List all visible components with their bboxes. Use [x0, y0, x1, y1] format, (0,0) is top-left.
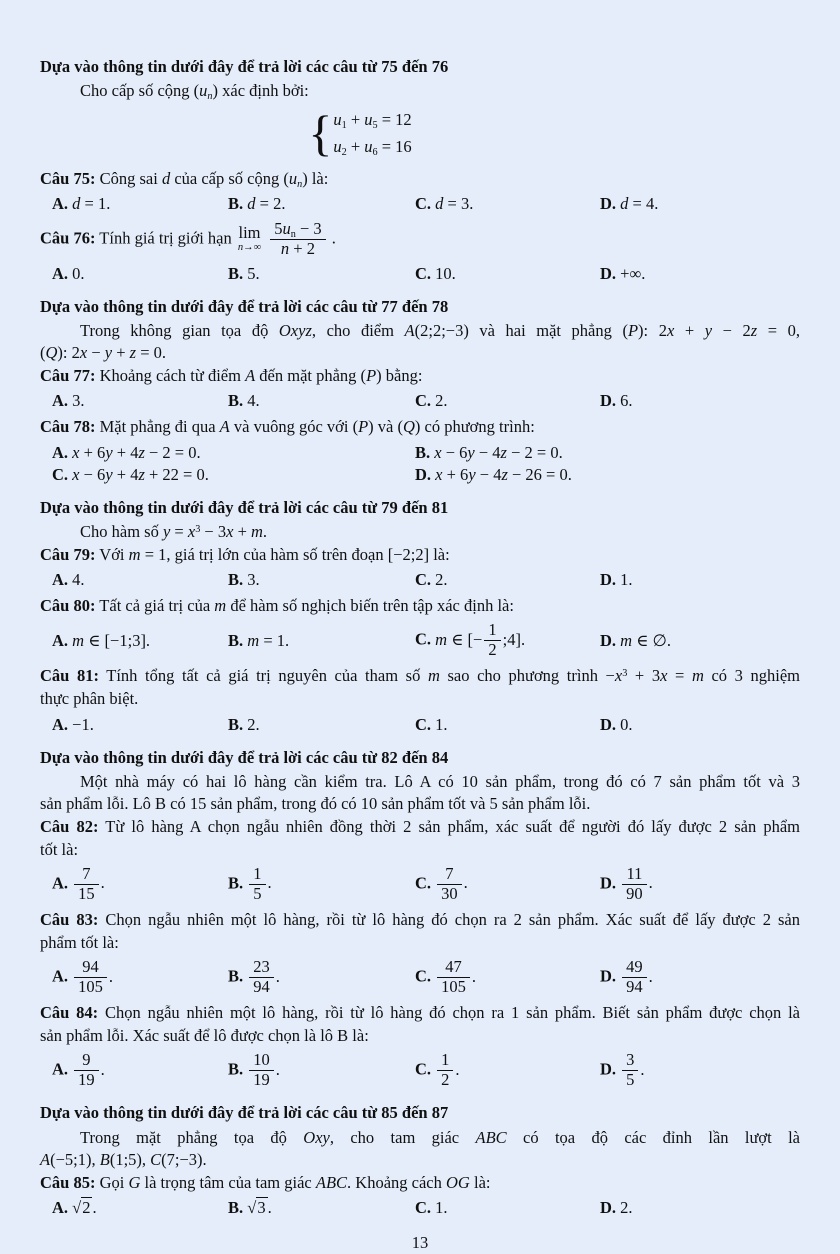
- option-B: [228, 569, 415, 591]
- option-letter: C.: [415, 570, 432, 590]
- section-header: Dựa vào thông tin dưới đây để trả lời các câu từ 85 đến 87: [40, 1103, 449, 1123]
- option-A: [52, 864, 228, 905]
- option-letter: A.: [52, 1197, 69, 1217]
- fraction: $\frac{10}{19}$: [249, 1051, 274, 1090]
- option-B: [228, 390, 415, 412]
- option-value: $\frac{10}{19}$ .: [247, 1060, 280, 1079]
- option-value: $\frac{94}{105}$ .: [72, 967, 113, 986]
- option-value: 1.: [435, 714, 448, 734]
- option-letter: D.: [600, 873, 617, 893]
- option-letter: C.: [415, 1197, 432, 1217]
- section-questions-82-84: [40, 747, 800, 1092]
- option-value: 3.: [72, 391, 85, 411]
- option-D: [600, 390, 800, 412]
- option-A: [52, 630, 228, 652]
- fraction: $\frac{1}{2}$: [484, 621, 500, 660]
- square-root: √3: [247, 1197, 266, 1217]
- paragraph-line: Cho hàm số $y = x^3 - 3x + m$.: [80, 521, 268, 541]
- option-value: x − 6y + 4z + 22 = 0.: [72, 464, 209, 484]
- option-B: [228, 1050, 415, 1091]
- option-value: $\frac{23}{94}$ .: [247, 967, 280, 986]
- option-letter: B.: [415, 442, 431, 462]
- question-text: Câu 76: Tính giá trị giới hạn lim n→∞ $\frac{5u_n - 3}{n + 2}$ .: [40, 218, 336, 258]
- fraction: $\frac{47}{105}$: [437, 958, 470, 997]
- page-number: 13: [411, 1232, 429, 1252]
- option-value: √3 .: [247, 1197, 272, 1217]
- question-text: Câu 77: Khoảng cách từ điểm A đến mặt phẳng (P) bằng:: [40, 366, 423, 386]
- option-letter: B.: [228, 1197, 244, 1217]
- question-text: Câu 79: Với m = 1, giá trị lớn của hàm số trên đoạn [−2;2] là:: [40, 545, 450, 565]
- option-C: [415, 1050, 600, 1091]
- option-letter: B.: [228, 1059, 244, 1079]
- question-label: Câu 83:: [40, 910, 99, 930]
- option-value: m ∈ [−1;3].: [72, 630, 151, 650]
- question-label: Câu 80:: [40, 596, 96, 616]
- option-letter: D.: [600, 193, 617, 213]
- question-label: Câu 81:: [40, 666, 99, 686]
- question-text: Câu 82: Từ lô hàng A chọn ngẫu nhiên đồng thời 2 sản phẩm, xác suất để người đó lấy được 2 sản phẩm: [40, 816, 801, 836]
- section-header: Dựa vào thông tin dưới đây để trả lời các câu từ 79 đến 81: [40, 497, 449, 517]
- question-label: Câu 85:: [40, 1172, 96, 1192]
- section-questions-77-78: [40, 296, 800, 486]
- option-B: [228, 957, 415, 998]
- question-text: Câu 83: Chọn ngẫu nhiên một lô hàng, rồi từ lô hàng đó chọn ra 2 sản phẩm. Xác suất để lấy được 2 sản: [40, 910, 800, 930]
- option-C: [415, 390, 600, 412]
- fraction: $\frac{94}{105}$: [74, 958, 107, 997]
- option-value: $\frac{11}{90}$ .: [620, 873, 653, 892]
- option-C: [415, 957, 600, 998]
- option-letter: A.: [52, 391, 69, 411]
- paragraph-line: Một nhà máy có hai lô hàng cần kiểm tra. Lô A có 10 sản phẩm, trong đó có 7 sản phẩm tốt và 3: [80, 771, 800, 791]
- option-letter: D.: [415, 464, 432, 484]
- option-A: [52, 1050, 228, 1091]
- option-letter: C.: [415, 714, 432, 734]
- section-questions-79-81: [40, 497, 800, 736]
- option-D: [600, 569, 800, 591]
- fraction: $\frac{7}{15}$: [74, 865, 99, 904]
- section-questions-85-87: [40, 1102, 800, 1219]
- option-A: [52, 263, 228, 285]
- options-row: [40, 1197, 800, 1219]
- option-letter: A.: [52, 263, 69, 283]
- option-letter: A.: [52, 873, 69, 893]
- option-value: x − 6y − 4z − 2 = 0.: [434, 442, 563, 462]
- option-C: [52, 464, 415, 486]
- fraction: $\frac{1}{5}$: [249, 865, 265, 904]
- fraction: $\frac{1}{2}$: [437, 1051, 453, 1090]
- option-value: 0.: [620, 714, 633, 734]
- question-label: Câu 82:: [40, 816, 99, 836]
- option-C: [415, 620, 600, 661]
- option-value: d = 2.: [247, 193, 286, 213]
- option-value: $\frac{7}{15}$ .: [72, 873, 105, 892]
- option-value: 10.: [435, 263, 456, 283]
- option-letter: D.: [600, 714, 617, 734]
- option-value: 1.: [435, 1197, 448, 1217]
- option-value: −1.: [72, 714, 94, 734]
- fraction: $\frac{23}{94}$: [249, 958, 274, 997]
- option-letter: B.: [228, 570, 244, 590]
- option-D: [600, 957, 800, 998]
- fraction: $\frac{5u_n - 3}{n + 2}$: [270, 220, 325, 259]
- limit-operator: lim n→∞: [237, 223, 262, 253]
- option-D: [415, 464, 800, 486]
- option-value: d = 3.: [435, 193, 474, 213]
- option-A: [52, 390, 228, 412]
- fraction: $\frac{9}{19}$: [74, 1051, 99, 1090]
- equation: $u_2 + u_6 = 16$: [333, 136, 412, 158]
- option-letter: B.: [228, 193, 244, 213]
- option-D: [600, 630, 800, 652]
- brace-symbol: {: [308, 105, 333, 162]
- option-D: [600, 1197, 800, 1219]
- section-questions-75-76: [40, 56, 800, 285]
- option-B: [228, 193, 415, 215]
- option-value: 1.: [620, 570, 633, 590]
- option-value: $\frac{49}{94}$ .: [620, 967, 653, 986]
- option-value: 2.: [435, 570, 448, 590]
- options-row: [40, 714, 800, 736]
- option-letter: B.: [228, 391, 244, 411]
- paragraph-line: (Q): 2x − y + z = 0.: [40, 343, 167, 363]
- option-A: [52, 442, 415, 464]
- option-value: 3.: [247, 570, 260, 590]
- paragraph-line: Trong mặt phẳng tọa độ Oxy, cho tam giác ABC có tọa độ các đỉnh lần lượt là: [80, 1127, 800, 1147]
- equation-system: [40, 107, 680, 160]
- question-label: Câu 79:: [40, 545, 96, 565]
- option-D: [600, 864, 800, 905]
- option-letter: D.: [600, 570, 617, 590]
- option-D: [600, 1050, 800, 1091]
- question-text: tốt là:: [40, 840, 79, 860]
- option-value: 0.: [72, 263, 85, 283]
- option-C: [415, 1197, 600, 1219]
- options-row: [40, 569, 800, 591]
- option-A: [52, 193, 228, 215]
- option-letter: C.: [415, 1059, 432, 1079]
- option-letter: C.: [415, 263, 432, 283]
- option-value: 2.: [435, 391, 448, 411]
- option-letter: C.: [415, 193, 432, 213]
- question-label: Câu 76:: [40, 228, 96, 248]
- option-value: $\frac{9}{19}$ .: [72, 1060, 105, 1079]
- option-letter: A.: [52, 714, 69, 734]
- option-letter: D.: [600, 630, 617, 650]
- option-value: d = 4.: [620, 193, 659, 213]
- option-value: 2.: [620, 1197, 633, 1217]
- option-letter: D.: [600, 966, 617, 986]
- question-label: Câu 75:: [40, 168, 96, 188]
- option-value: $\frac{47}{105}$ .: [435, 967, 476, 986]
- options-row: [40, 957, 800, 998]
- option-value: $\frac{1}{2}$ .: [435, 1060, 459, 1079]
- paragraph-line: Trong không gian tọa độ Oxyz, cho điểm A(2;2;−3) và hai mặt phẳng (P): 2x + y − 2z = 0,: [80, 321, 800, 341]
- option-letter: C.: [415, 629, 432, 649]
- option-value: 2.: [247, 714, 260, 734]
- option-letter: A.: [52, 442, 69, 462]
- section-header: Dựa vào thông tin dưới đây để trả lời các câu từ 77 đến 78: [40, 296, 449, 316]
- option-value: m ∈ ∅.: [620, 630, 672, 650]
- question-text: Câu 80: Tất cả giá trị của m để hàm số nghịch biến trên tập xác định là:: [40, 596, 514, 616]
- option-value: 6.: [620, 391, 633, 411]
- option-letter: D.: [600, 1059, 617, 1079]
- option-letter: C.: [415, 873, 432, 893]
- fraction: $\frac{3}{5}$: [622, 1051, 638, 1090]
- option-letter: B.: [228, 630, 244, 650]
- option-letter: B.: [228, 966, 244, 986]
- option-value: 4.: [247, 391, 260, 411]
- option-value: 4.: [72, 570, 85, 590]
- option-A: [52, 957, 228, 998]
- option-value: m = 1.: [247, 630, 290, 650]
- question-text: Câu 81: Tính tổng tất cả giá trị nguyên của tham số m sao cho phương trình $-x^3 + 3x = m$ có 3 nghiệm: [40, 666, 800, 686]
- option-letter: A.: [52, 630, 69, 650]
- options-row: [40, 1050, 800, 1091]
- section-header: Dựa vào thông tin dưới đây để trả lời các câu từ 75 đến 76: [40, 57, 449, 76]
- options-row: [40, 193, 800, 215]
- option-B: [228, 864, 415, 905]
- option-letter: C.: [52, 464, 69, 484]
- question-text: Câu 78: Mặt phẳng đi qua A và vuông góc với (P) và (Q) có phương trình:: [40, 417, 535, 437]
- option-value: $\frac{1}{5}$ .: [247, 873, 271, 892]
- question-text: Câu 75: Công sai d của cấp số cộng $(u_n)$ là:: [40, 168, 329, 190]
- option-letter: C.: [415, 391, 432, 411]
- option-letter: D.: [600, 263, 617, 283]
- options-row: [40, 442, 800, 486]
- question-text: Câu 85: Gọi G là trọng tâm của tam giác ABC. Khoảng cách OG là:: [40, 1172, 491, 1192]
- question-text: Câu 84: Chọn ngẫu nhiên một lô hàng, rồi từ lô hàng đó chọn ra 1 sản phẩm. Biết sản phẩm được chọn là: [40, 1003, 800, 1023]
- option-letter: C.: [415, 966, 432, 986]
- paragraph-line: sản phẩm lỗi. Lô B có 15 sản phẩm, trong đó có 10 sản phẩm tốt và 5 sản phẩm lỗi.: [40, 793, 591, 813]
- question-text: sản phẩm lỗi. Xác suất để lô được chọn là lô B là:: [40, 1026, 369, 1046]
- option-B: [228, 263, 415, 285]
- option-D: [600, 714, 800, 736]
- option-letter: A.: [52, 193, 69, 213]
- option-letter: D.: [600, 1197, 617, 1217]
- question-label: Câu 84:: [40, 1003, 99, 1023]
- option-B: [415, 442, 800, 464]
- option-C: [415, 714, 600, 736]
- equation: $u_1 + u_5 = 12$: [333, 110, 412, 132]
- options-row: [40, 620, 800, 661]
- option-letter: A.: [52, 570, 69, 590]
- option-letter: D.: [600, 391, 617, 411]
- option-letter: A.: [52, 966, 69, 986]
- question-label: Câu 77:: [40, 366, 96, 386]
- option-A: [52, 1197, 228, 1219]
- square-root: √2: [72, 1197, 91, 1217]
- option-value: x + 6y + 4z − 2 = 0.: [72, 442, 201, 462]
- question-label: Câu 78:: [40, 417, 96, 437]
- option-letter: B.: [228, 873, 244, 893]
- question-text: phẩm tốt là:: [40, 933, 119, 953]
- option-A: [52, 569, 228, 591]
- options-row: [40, 263, 800, 285]
- options-row: [40, 864, 800, 905]
- option-value: m ∈ [− $\frac{1}{2}$ ;4].: [435, 620, 526, 660]
- option-letter: B.: [228, 263, 244, 283]
- option-B: [228, 1197, 415, 1219]
- option-value: x + 6y − 4z − 26 = 0.: [435, 464, 572, 484]
- fraction: $\frac{49}{94}$: [622, 958, 647, 997]
- paragraph-line: A(−5;1), B(1;5), C(7;−3).: [40, 1149, 207, 1169]
- paragraph-line: Cho cấp số cộng $(u_n)$ xác định bởi:: [80, 81, 309, 103]
- option-B: [228, 630, 415, 652]
- section-header: Dựa vào thông tin dưới đây để trả lời các câu từ 82 đến 84: [40, 747, 449, 767]
- option-value: +∞.: [620, 263, 646, 283]
- option-D: [600, 193, 800, 215]
- option-C: [415, 569, 600, 591]
- option-letter: A.: [52, 1059, 69, 1079]
- option-value: 5.: [247, 263, 260, 283]
- option-D: [600, 263, 800, 285]
- option-value: d = 1.: [72, 193, 111, 213]
- option-value: $\frac{7}{30}$ .: [435, 873, 468, 892]
- option-value: $\frac{3}{5}$ .: [620, 1060, 644, 1079]
- option-C: [415, 193, 600, 215]
- fraction: $\frac{7}{30}$: [437, 865, 462, 904]
- fraction: $\frac{11}{90}$: [622, 865, 647, 904]
- option-B: [228, 714, 415, 736]
- option-A: [52, 714, 228, 736]
- option-value: √2 .: [72, 1197, 97, 1217]
- options-row: [40, 390, 800, 412]
- option-letter: B.: [228, 714, 244, 734]
- option-C: [415, 864, 600, 905]
- question-text: thực phân biệt.: [40, 689, 139, 709]
- option-C: [415, 263, 600, 285]
